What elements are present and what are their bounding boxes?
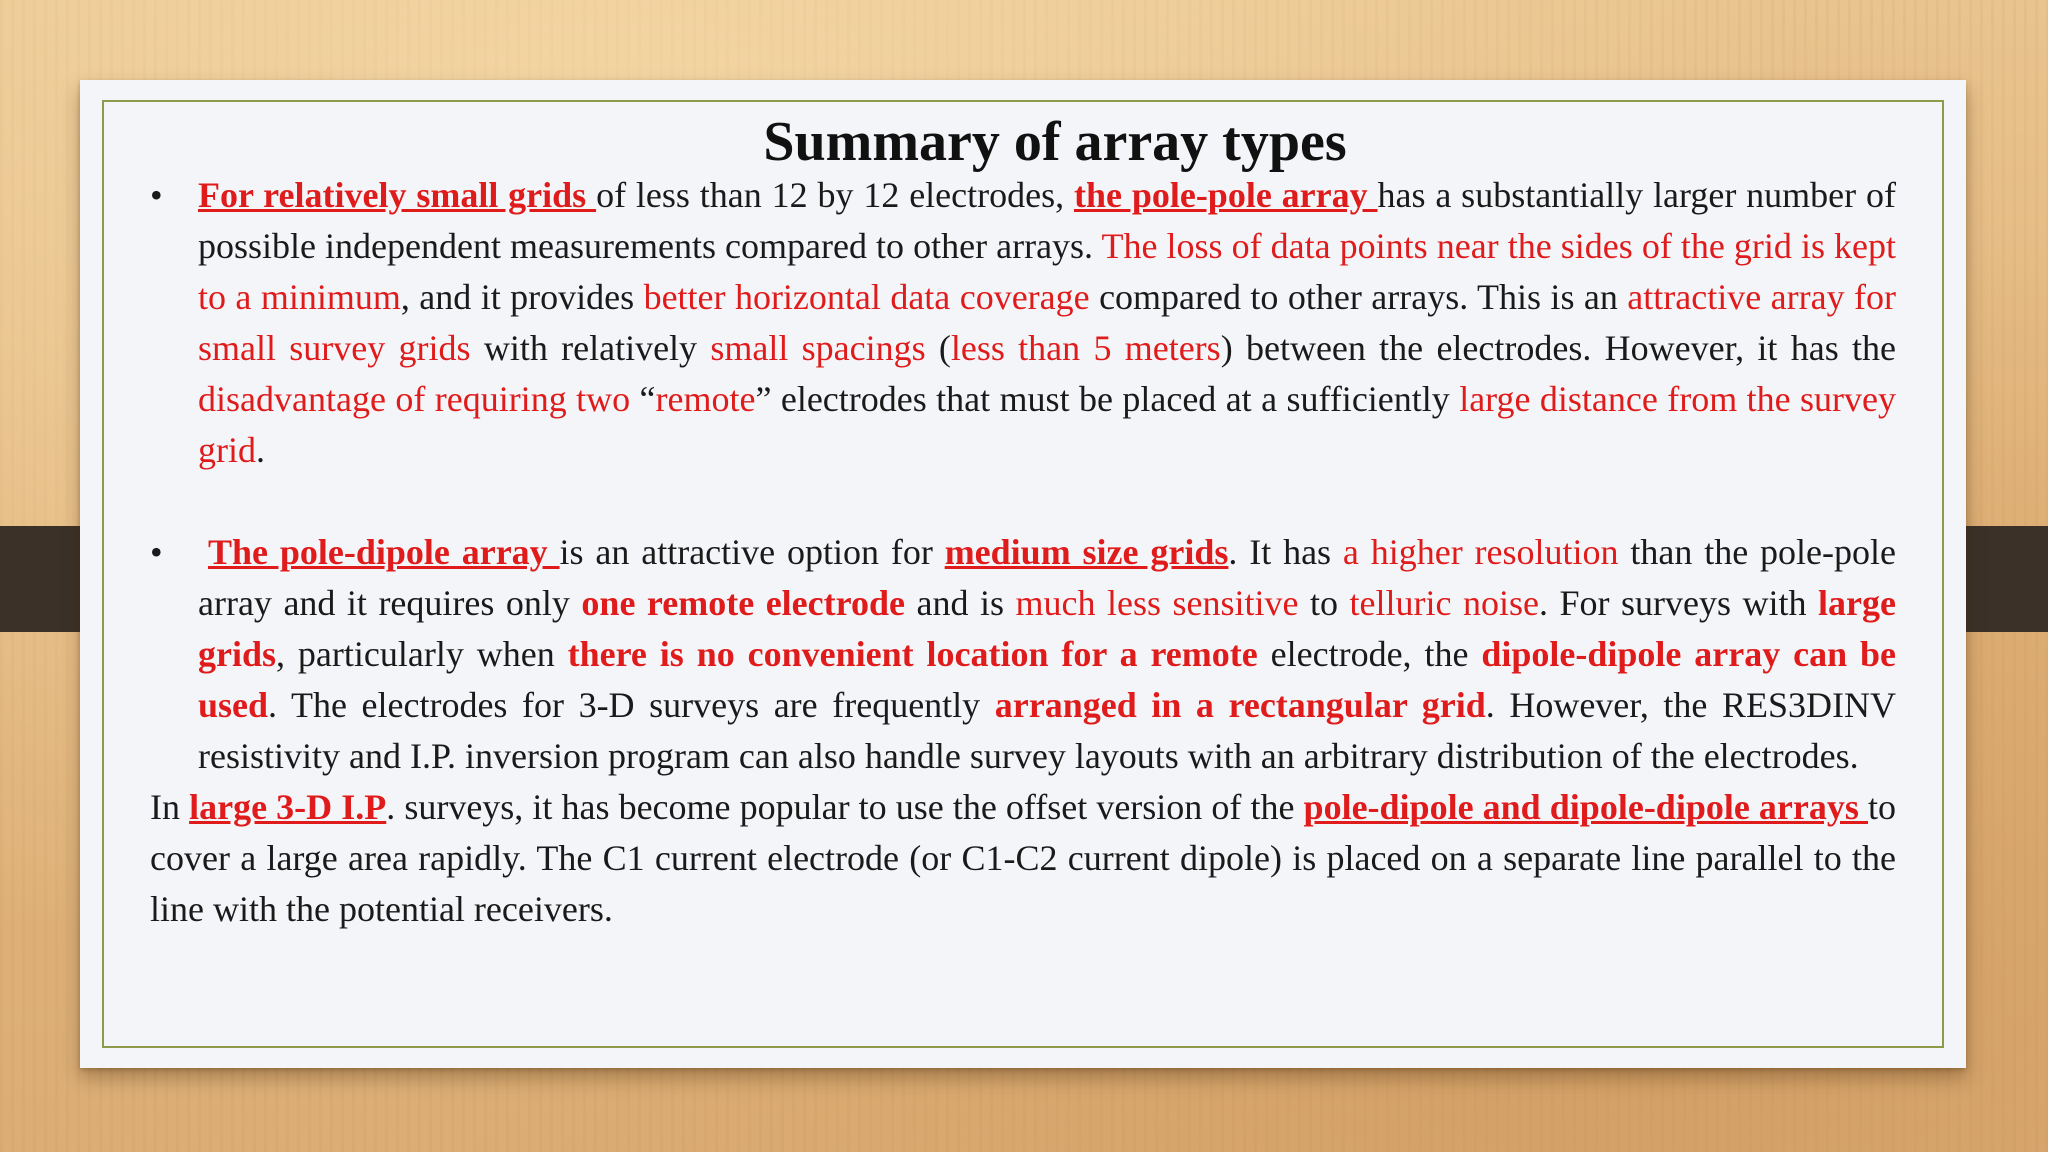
highlight-phrase: The loss of data points near the sides of the grid is kept to a minimum	[198, 226, 1896, 317]
slide-title: Summary of array types	[763, 111, 1347, 173]
phrase-pole-dipole-array: The pole-dipole array	[208, 532, 560, 572]
text-span: . However, the RES3DINV resistivity and I.P. inversion program can also handle survey layouts with an arbitrary distribution of the electrodes.	[198, 685, 1896, 776]
text-span: ” electrodes that must be placed at a sufficiently	[755, 379, 1460, 419]
highlight-phrase: attractive array for small survey grids	[198, 277, 1896, 368]
text-span: , particularly when	[276, 634, 568, 674]
text-span: and is	[904, 583, 1016, 623]
highlight-phrase: remote	[655, 379, 756, 419]
text-span: compared to other arrays. This is an	[1089, 277, 1628, 317]
bullet-marker: •	[150, 175, 163, 215]
highlight-phrase: disadvantage of requiring two	[198, 379, 631, 419]
text-span: than the pole-pole array and it requires only	[198, 532, 1897, 623]
text-span: . The electrodes for 3-D surveys are frequently	[268, 685, 995, 725]
highlight-phrase: less than 5 meters	[950, 328, 1221, 368]
slide-card	[80, 80, 1966, 1068]
text-span: with relatively	[470, 328, 711, 368]
text-span: . For surveys with	[1538, 583, 1819, 623]
phrase-small-grids: For relatively small grids	[198, 175, 597, 215]
highlight-phrase: much less sensitive	[1015, 583, 1299, 623]
text-span: . surveys, it has become popular to use the offset version of the	[386, 787, 1304, 827]
bold-highlight-phrase: one remote electrode	[581, 583, 905, 623]
phrase-large-3d-ip: large 3-D I.P	[189, 787, 387, 827]
slide-content	[150, 110, 1896, 935]
highlight-phrase: a higher resolution	[1342, 532, 1619, 572]
highlight-phrase: small spacings	[710, 328, 926, 368]
text-span: , and it provides	[400, 277, 644, 317]
text-span: of less than 12 by 12 electrodes,	[596, 175, 1074, 215]
highlight-phrase: better horizontal data coverage	[643, 277, 1090, 317]
bold-highlight-phrase: large grids	[198, 583, 1896, 674]
bullet-pole-dipole	[150, 527, 1896, 782]
text-span: . It has	[1228, 532, 1343, 572]
text-span: has a substantially larger number of possible independent measurements compared to other arrays.	[198, 175, 1896, 266]
bold-highlight-phrase: there is no convenient location for a remote	[567, 634, 1258, 674]
phrase-pole-pole-array: the pole-pole array	[1073, 175, 1378, 215]
text-span: In	[150, 787, 190, 827]
bold-highlight-phrase: dipole-dipole array can be used	[198, 634, 1897, 725]
text-span: is an attractive option for	[559, 532, 945, 572]
bold-highlight-phrase: arranged in a rectangular grid	[994, 685, 1486, 725]
offset-array-paragraph	[150, 782, 1896, 935]
bullet-marker: •	[150, 532, 163, 572]
text-span: to cover a large area rapidly. The C1 current electrode (or C1-C2 current dipole) is placed on a separate line parallel to the line with the potential receivers.	[150, 787, 1896, 929]
text-span: electrode, the	[1257, 634, 1482, 674]
phrase-medium-size-grids: medium size grids	[944, 532, 1229, 572]
text-span: .	[256, 430, 265, 470]
highlight-phrase: large distance from the survey grid	[198, 379, 1896, 470]
bullet-pole-pole	[150, 170, 1896, 476]
text-span: (	[925, 328, 951, 368]
phrase-pole-dipole-and-dipole-dipole: pole-dipole and dipole-dipole arrays	[1303, 787, 1868, 827]
text-span: ) between the electrodes. However, it has the	[1220, 328, 1896, 368]
text-span: to	[1298, 583, 1350, 623]
highlight-phrase: telluric noise	[1349, 583, 1539, 623]
text-span: “	[630, 379, 656, 419]
